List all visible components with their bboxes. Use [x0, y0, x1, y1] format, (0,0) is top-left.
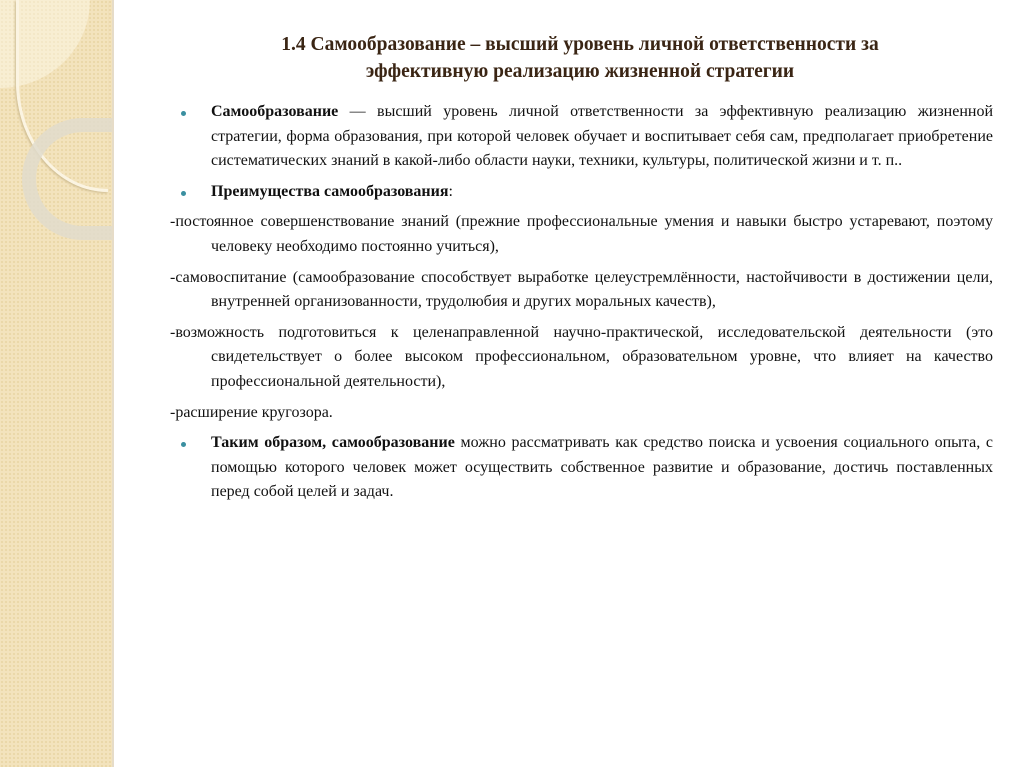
bullet-icon [181, 191, 186, 196]
title-line: эффективную реализацию жизненной стратегии [365, 61, 795, 82]
title-line: 1.4 Самообразование – высший уровень личной ответственности за [281, 34, 879, 55]
bullet-icon [181, 442, 186, 447]
dash-item: -постоянное совершенствование знаний (прежние профессиональные умения и навыки быстро устаревают, поэтому человеку необходимо постоянно учиться), [170, 213, 993, 255]
bold-term: Преимущества самообразования [211, 182, 449, 200]
decorative-sidebar [0, 0, 112, 767]
divider [112, 0, 114, 767]
slide-title [150, 31, 1010, 85]
bullet-item [170, 431, 993, 505]
dash-item: -расширение кругозора. [170, 403, 333, 421]
dash-item: -возможность подготовиться к целенаправленной научно-практической, исследовательской деятельности (это свидетельствует о более высоком профессиональном, образовательном уровне, что влияет на качество профессиональной деятельности), [170, 323, 993, 390]
bullet-icon [181, 111, 186, 116]
item-text: : [448, 182, 453, 200]
bold-term: Самообразование [211, 103, 339, 120]
bold-term: Таким образом, самообразование [211, 434, 455, 452]
item-text: — высший уровень личной ответственности за эффективную реализацию жизненной стратегии, форма образования, при которой человек обучает и воспитывает себя сам, предполагает приобретение систематических знаний в какой-либо области науки, техники, культуры, политической жизни и т. п.. [211, 103, 993, 170]
slide-body [170, 100, 993, 511]
bullet-item [170, 100, 993, 174]
bullet-item [170, 180, 993, 205]
dash-item: -самовоспитание (самообразование способствует выработке целеустремлённости, настойчивости в достижении цели, внутренней организованности, трудолюбия и других моральных качеств), [170, 268, 993, 311]
item-text: можно рассматривать как средство поиска и усвоения социального опыта, с помощью которого человек может осуществить собственное развитие и образование, достичь поставленных перед собой целей и задач. [211, 434, 993, 501]
